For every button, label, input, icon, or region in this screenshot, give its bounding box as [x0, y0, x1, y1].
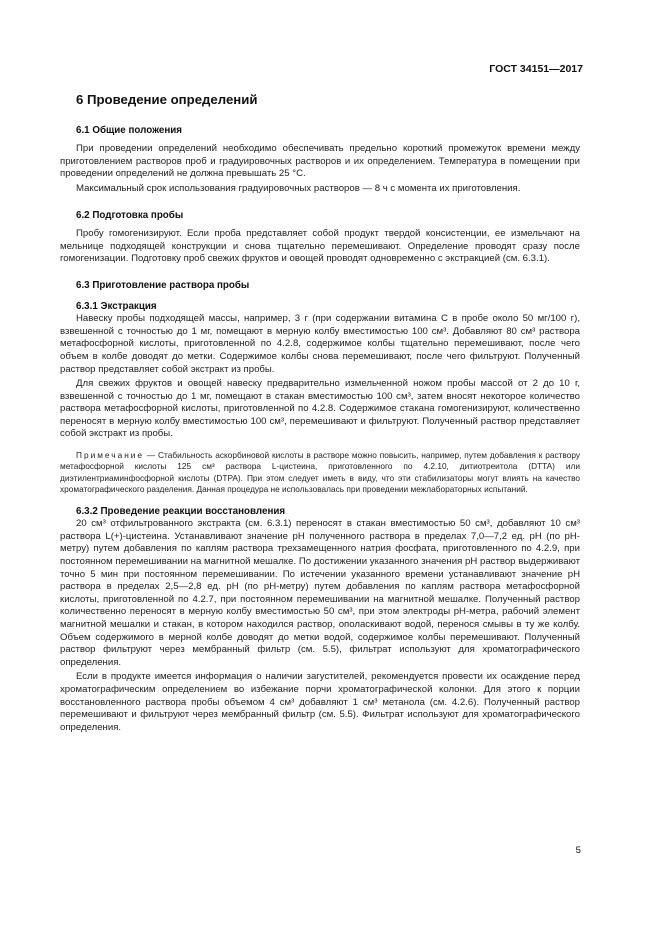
paragraph-6-1-1: При проведении определений необходимо обеспечивать предельно короткий промежуток времени между приготовлением растворов проб и градуировочных растворов и их определением. Температура в помещении при проведении определений не должна превышать 25 °C.: [60, 143, 580, 180]
document-body: [60, 88, 580, 734]
note-text: — Стабильность аскорбиновой кислоты в растворе можно повысить, например, путем добавления к раствору метафосфорной кислоты 125 см³ раствора L-цистеина, приготовленного по 4.2.10, дитиотреитола (DTTA) или диэтилентриаминфосфорной кислоты (DTPA). При этом следует иметь в виду, что эти стабилизаторы могут влиять на качество хроматографического разделения. Данная процедура не использовалась при проведении межлабораторных испытаний.: [60, 450, 580, 495]
subsection-title-6-3-2: 6.3.2 Проведение реакции восстановления: [76, 505, 286, 517]
page-number: 5: [575, 845, 581, 856]
section-title: 6 Проведение определений: [76, 92, 258, 107]
subsection-title-6-2: 6.2 Подготовка пробы: [76, 209, 184, 221]
paragraph-6-3-1-2: Для свежих фруктов и овощей навеску предварительно измельченной ножом пробы массой от 2 до 10 г, взвешенной с точностью до 1 мг, помещают в стакан вместимостью 100 см³, затем вносят некоторое количество раствора метафосфорной кислоты, приготовленной по 4.2.8. Содержимое стакана гомогенизируют, количественно переносят в мерную колбу вместимостью 100 см³, перемешивают и фильтруют. Полученный раствор представляет собой экстракт из пробы.: [60, 378, 580, 440]
subsection-title-6-3: 6.3 Приготовление раствора пробы: [76, 279, 250, 291]
paragraph-6-2-1: Пробу гомогенизируют. Если проба представляет собой продукт твердой консистенции, ее измельчают на мельнице подходящей конструкции и снова тщательно перемешивают. Определение проводят сразу после гомогенизации. Подготовку проб свежих фруктов и овощей проводят одновременно с экстракцией (см. 6.3.1).: [60, 228, 580, 265]
paragraph-6-3-1-1: Навеску пробы подходящей массы, например, 3 г (при содержании витамина C в пробе около 50 мг/100 г), взвешенной с точностью до 1 мг, помещают в мерную колбу вместимостью 100 см³. Добавляют 80 см³ раствора метафосфорной кислоты, приготовленной по 4.2.8, содержимое колбы тщательно перемешивают, после чего объем в колбе доводят до метки. Содержимое колбы снова перемешивают, после чего фильтруют. Полученный раствор представляет собой экстракт из пробы.: [60, 313, 580, 375]
paragraph-6-1-2: Максимальный срок использования градуировочных растворов — 8 ч с момента их приготовления.: [76, 182, 521, 194]
paragraph-6-3-2-1: 20 см³ отфильтрованного экстракта (см. 6.3.1) переносят в стакан вместимостью 50 см³, добавляют 10 см³ раствора L(+)-цистеина. Устанавливают значение pH полученного раствора в пределах 7,0—7,2 ед. pH (по pH-метру) путем добавления по каплям раствора трехзамещенного натрия фосфата, приготовленного по 4.2.9, при постоянном перемешивании на магнитной мешалке. По достижении указанного значения pH раствор выдерживают точно 5 мин при постоянном перемешивании. По истечении указанного времени устанавливают значение pH раствора в пределах 2,5—2,8 ед. pH (по pH-метру) путем добавления по каплям раствора метафосфорной кислоты, приготовленной по 4.2.7, при постоянном перемешивании на магнитной мешалке. Полученный раствор количественно переносят в мерную колбу вместимостью 50 см³, при этом электроды pH-метра, рабочий элемент магнитной мешалки и стакан, в котором находился раствор, ополаскивают водой, перенося смывы в ту же колбу. Объем содержимого в мерной колбе доводят до метки водой, содержимое колбы перемешивают. Полученный раствор фильтруют через мембранный фильтр (см. 5.5), фильтрат используют для хроматографического определения.: [60, 518, 580, 668]
paragraph-6-3-2-2: Если в продукте имеется информация о наличии загустителей, рекомендуется провести их осаждение перед хроматографическим определением во избежание порчи хроматографической колонки. Для этого к порции восстановленного раствора пробы объемом 4 см³ добавляют 1 см³ метанола (см. 4.2.6). Полученный раствор перемешивают и фильтруют через мембранный фильтр (см. 5.5). Фильтрат используют для хроматографического определения.: [60, 671, 580, 733]
subsection-title-6-1: 6.1 Общие положения: [76, 124, 183, 136]
note-block: [60, 450, 580, 496]
subsection-title-6-3-1: 6.3.1 Экстракция: [76, 300, 157, 312]
note-label: Примечание: [76, 450, 145, 461]
document-header: ГОСТ 34151—2017: [489, 63, 583, 75]
